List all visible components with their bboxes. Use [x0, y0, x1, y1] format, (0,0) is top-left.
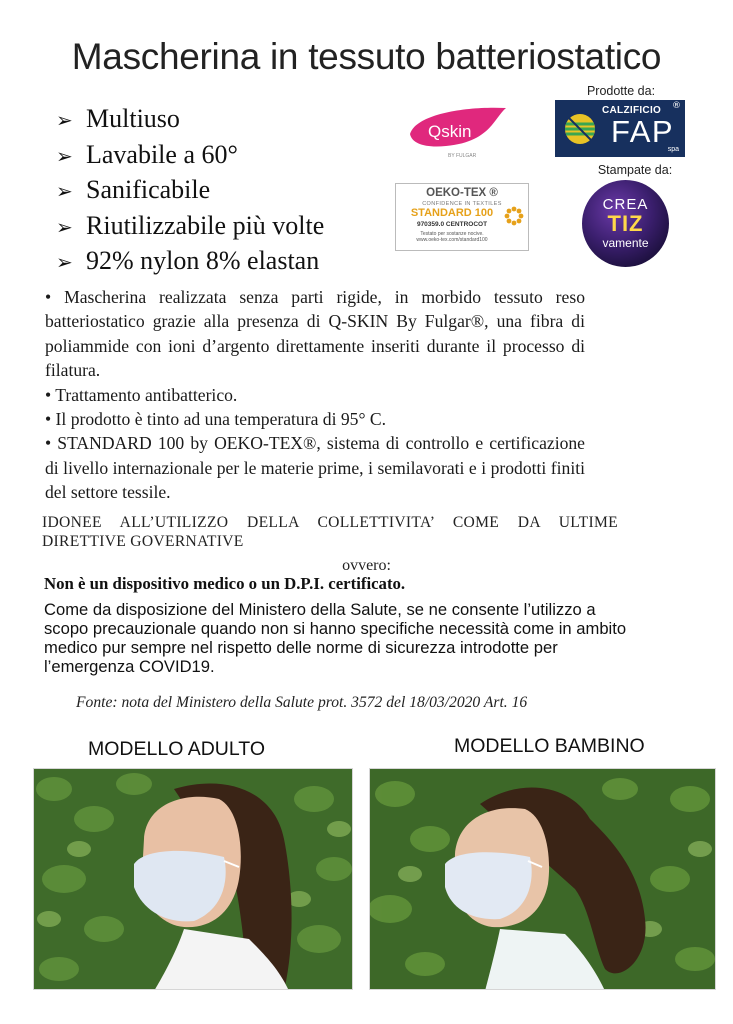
stampate-label: Stampate da: — [597, 163, 673, 177]
modello-bambino-photo — [369, 768, 716, 990]
feature-label: 92% nylon 8% elastan — [86, 246, 320, 275]
modello-adulto-label: MODELLO ADULTO — [88, 738, 265, 760]
arrow-bullet-icon: ➢ — [56, 108, 73, 132]
qskin-logo-text: Qskin — [428, 122, 472, 141]
fap-small-text: CALZIFICIO — [602, 105, 662, 116]
creatiz-line1: CREA — [602, 196, 649, 213]
fonte-citation: Fonte: nota del Ministero della Salute prot. 3572 del 18/03/2020 Art. 16 — [76, 694, 528, 711]
fap-big-text: FAP — [611, 114, 675, 149]
feature-item — [56, 209, 324, 245]
arrow-bullet-icon: ➢ — [56, 250, 73, 274]
feature-item — [56, 244, 324, 280]
modello-bambino-label: MODELLO BAMBINO — [454, 735, 645, 757]
modello-adulto-photo — [33, 768, 353, 990]
oeko-flower-icon — [504, 206, 524, 226]
description-paragraph: • Trattamento antibatterico. — [45, 384, 238, 405]
feature-item — [56, 102, 324, 138]
ovvero-text: ovvero: — [342, 557, 391, 574]
page-title: Mascherina in tessuto batteriostatico — [71, 36, 662, 77]
oeko-tex-label — [395, 183, 529, 251]
oeko-brand: OEKO-TEX ® — [426, 187, 498, 199]
non-dispositivo-notice: Non è un dispositivo medico o un D.P.I. certificato. — [44, 574, 406, 593]
fap-registered-mark: ® — [672, 101, 681, 111]
description-paragraph: • STANDARD 100 by OEKO-TEX®, sistema di controllo e certificazione di livello internazionale per le materie prime, i semilavorati e i prodotti finiti del settore tessile. — [45, 433, 585, 503]
creatiz-line3: vamente — [602, 236, 649, 250]
arrow-bullet-icon: ➢ — [56, 143, 73, 168]
description-paragraph: • Il prodotto è tinto ad una temperatura di 95° C. — [45, 409, 387, 430]
description-block — [45, 285, 585, 505]
creatiz-logo — [582, 180, 669, 267]
ministero-notice: Come da disposizione del Ministero della Salute, se ne consente l’utilizzo a scopo precauzionale quando non si hanno specifiche necessità come in ambito medico pur sempre nel rispetto delle norme di sicurezza introdotte per l’emergenza COVID19. — [44, 600, 627, 676]
arrow-bullet-icon: ➢ — [56, 214, 73, 239]
fap-ball-icon — [563, 112, 597, 146]
creatiz-line2: TIZ — [607, 211, 644, 236]
feature-item — [56, 173, 324, 209]
feature-label: Multiuso — [86, 104, 180, 133]
description-paragraph: • Mascherina realizzata senza parti rigide, in morbido tessuto reso batteriostatico grazie alla presenza di Q-SKIN By Fulgar®, una fibra di poliammide con ioni d’argento direttamente inseriti durante il processo di filatura. — [45, 287, 585, 381]
feature-label: Riutilizzabile più volte — [86, 210, 325, 240]
prodotte-label: Prodotte da: — [586, 84, 656, 98]
arrow-bullet-icon: ➢ — [56, 179, 73, 203]
oeko-code: 970359.0 CENTROCOT — [416, 221, 488, 228]
qskin-logo — [406, 104, 510, 160]
fap-logo — [555, 100, 685, 157]
feature-label: Sanificabile — [86, 175, 211, 204]
oeko-standard: STANDARD 100 — [410, 207, 494, 219]
oeko-tested: Testato per sostanze nocive. www.oeko-tex.com/standard100 — [416, 231, 488, 243]
features-list — [56, 102, 324, 280]
feature-item — [56, 138, 324, 174]
fap-spa-text: spa — [667, 146, 679, 153]
oeko-tagline: CONFIDENCE IN TEXTILES — [422, 201, 502, 207]
idonee-notice: IDONEE ALL’UTILIZZO DELLA COLLETTIVITA’ COME DA ULTIME DIRETTIVE GOVERNATIVE — [42, 514, 618, 550]
feature-label: Lavabile a 60° — [86, 139, 238, 169]
qskin-tagline: BY FULGAR — [448, 153, 477, 159]
